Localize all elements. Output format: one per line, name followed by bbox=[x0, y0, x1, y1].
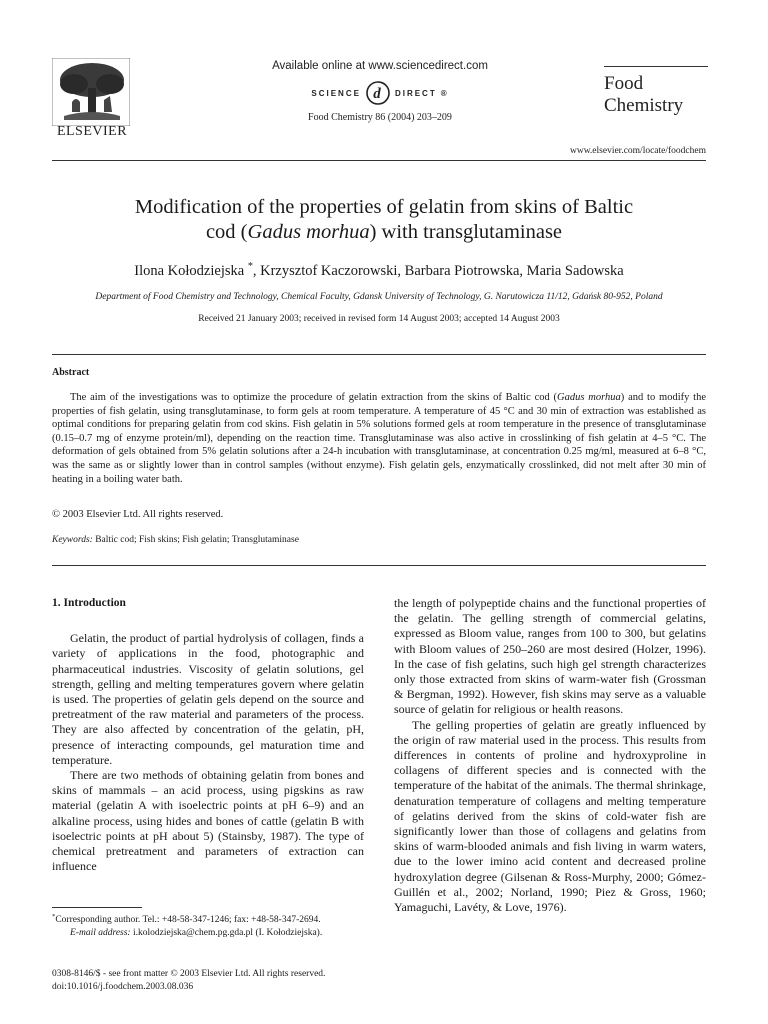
publisher-name: ELSEVIER bbox=[56, 124, 128, 139]
journal-name-line1: Food bbox=[604, 73, 644, 94]
svg-text:d: d bbox=[373, 86, 383, 102]
abstract-heading: Abstract bbox=[52, 367, 90, 378]
corresponding-author-link[interactable]: * bbox=[247, 261, 253, 272]
abstract-text bbox=[52, 391, 706, 486]
species-name: Gadus morhua bbox=[557, 392, 621, 403]
journal-rule bbox=[604, 66, 708, 67]
right-column bbox=[394, 596, 706, 915]
author-names: , Krzysztof Kaczorowski, Barbara Piotrowska, Maria Sadowska bbox=[252, 262, 624, 279]
journal-url-link[interactable]: www.elsevier.com/locate/foodchem bbox=[569, 146, 706, 156]
journal-citation: Food Chemistry 86 (2004) 203–209 bbox=[308, 112, 452, 123]
affiliation: Department of Food Chemistry and Technology, Chemical Faculty, Gdansk University of Technology, G. Narutowicza 11/12, Gdańsk 80-952, Poland bbox=[95, 292, 663, 302]
available-online-text[interactable]: Available online at www.sciencedirect.com bbox=[272, 60, 488, 72]
corresponding-author-note bbox=[52, 911, 364, 927]
sciencedirect-d-icon bbox=[365, 80, 391, 106]
journal-name bbox=[604, 73, 708, 117]
email-owner: (I. Kołodziejska). bbox=[253, 927, 323, 938]
abstract-bottom-rule bbox=[52, 565, 706, 566]
footnote bbox=[52, 911, 364, 939]
title-line-2 bbox=[60, 220, 708, 245]
tree-icon bbox=[52, 58, 130, 126]
email-line bbox=[52, 927, 364, 940]
sciencedirect-logo bbox=[200, 80, 560, 106]
email-label: E-mail address: bbox=[70, 927, 131, 938]
section-heading: 1. Introduction bbox=[52, 597, 126, 609]
body-paragraph: The gelling properties of gelatin are greatly influenced by the origin of raw material used in the process. This results from differences in contents of proline and hydroxyproline in collagens of different species and is connected with the temperature of the habitat of the animals. The thermal shrinkage, denaturation temperature of collagens and melting temperature of gelatins derived from the skins of cold-water fish are significantly lower than those of collagens and gelatins from skins of warm-blooded animals and fish living in warm waters, due to the lower imino acid content and decreased proline hydroxylation degree (Gilsenan & Ross-Murphy, 2000; Gómez-Guillén et al., 2002; Norland, 1990; Piez & Gross, 1960; Yamaguchi, Lavéty, & Love, 1976). bbox=[394, 717, 706, 915]
sd-left-word: SCIENCE bbox=[311, 88, 361, 98]
doi-link[interactable]: doi:10.1016/j.foodchem.2003.08.036 bbox=[52, 981, 194, 992]
species-name: Gadus morhua bbox=[247, 221, 370, 243]
front-matter bbox=[52, 968, 392, 993]
title-line-1: Modification of the properties of gelatin from skins of Baltic bbox=[134, 196, 634, 218]
title-text: cod ( bbox=[205, 221, 248, 243]
received-dates: Received 21 January 2003; received in revised form 14 August 2003; accepted 14 August 2003 bbox=[198, 314, 560, 324]
left-column bbox=[52, 596, 364, 874]
issn-line: 0308-8146/$ - see front matter © 2003 Elsevier Ltd. All rights reserved. bbox=[52, 969, 326, 979]
keywords-label: Keywords: bbox=[52, 535, 93, 545]
title-text: ) with transglutaminase bbox=[369, 221, 563, 243]
abstract-text-part: ) and to modify the properties of fish gelatin, using transglutaminase, to form gels at room temperature. A temperature of 45 °C and 30 min of extraction was established as optimal conditions for preparing gelatin from cod skins. Fish gelatin in 5% solutions formed gels at room temperature in the presence of transglutaminase (0.15–0.7 mg of enzyme protein/ml), depending on the reaction time. Transglutaminase was also active in crosslinking of fish gelatin at 4–5 °C. The deformation of gels obtained from 5% gelatin solutions after a 24-h incubation with transglutaminase, at concentration 0.25 mg/ml, measured at 6–8 °C, was the same as or slightly lower than in control samples (without enzyme). Fish gelatin gels, enzymatically crosslinked, did not melt after 30 min of heating in a boiling water bath. bbox=[52, 392, 706, 485]
body-paragraph: the length of polypeptide chains and the functional properties of the gelatin. The gelling strength of commercial gelatins, expressed as Bloom value, ranges from 100 to 300, but gelatins with Bloom values of 250–260 are most desired (Holzer, 1996). In the case of fish gelatins, such high gel strength characterizes only those extracted from skins of warm-water fish (Grossman & Bergman, 1992). However, fish skins may serve as a valuable source of gelatin for religious or health reasons. bbox=[394, 596, 706, 717]
contact-info: Corresponding author. Tel.: +48-58-347-1246; fax: +48-58-347-2694. bbox=[55, 915, 321, 926]
email-link[interactable]: i.kolodziejska@chem.pg.gda.pl bbox=[130, 927, 254, 938]
copyright-notice: © 2003 Elsevier Ltd. All rights reserved. bbox=[52, 509, 224, 520]
author-list bbox=[52, 261, 706, 280]
journal-brand bbox=[604, 66, 708, 117]
article-title bbox=[60, 195, 708, 245]
sd-right-word: DIRECT bbox=[394, 88, 437, 98]
journal-name-line2: Chemistry bbox=[604, 95, 684, 116]
header-divider bbox=[52, 160, 706, 161]
keywords-list: Baltic cod; Fish skins; Fish gelatin; Transglutaminase bbox=[92, 535, 299, 545]
footnote-mark: * bbox=[52, 913, 56, 920]
body-paragraph: There are two methods of obtaining gelatin from bones and skins of mammals – an acid process, using pigskins as raw material (gelatin A with isoelectric points at pH 6–9) and an alkaline process, using hides and bones of cattle (gelatin B with isoelectric points at pH about 5) (Stainsby, 1987). The type of chemical pretreatment and parameters of extraction can influence bbox=[52, 768, 364, 874]
registered-mark: ® bbox=[440, 88, 449, 98]
body-paragraph: Gelatin, the product of partial hydrolysis of collagen, finds a variety of applications in the food, photographic and pharmaceutical industries. Viscosity of gelatin solutions, gel strength, gelling and melting temperatures govern where gelatin is used. The properties of gelatin gels depend on the source and pretreatment of the raw material and parameters of the process. They are also affected by concentration of the gelatin, pH, presence of interacting compounds, gel maturation time and temperature. bbox=[52, 631, 364, 767]
keywords bbox=[52, 535, 706, 545]
sciencedirect-banner bbox=[200, 60, 560, 123]
author-name: Ilona Kołodziejska bbox=[134, 262, 248, 279]
abstract-top-rule bbox=[52, 354, 706, 355]
abstract-text-part: The aim of the investigations was to optimize the procedure of gelatin extraction from the skins of Baltic cod ( bbox=[70, 392, 558, 403]
footnote-rule bbox=[52, 907, 142, 908]
